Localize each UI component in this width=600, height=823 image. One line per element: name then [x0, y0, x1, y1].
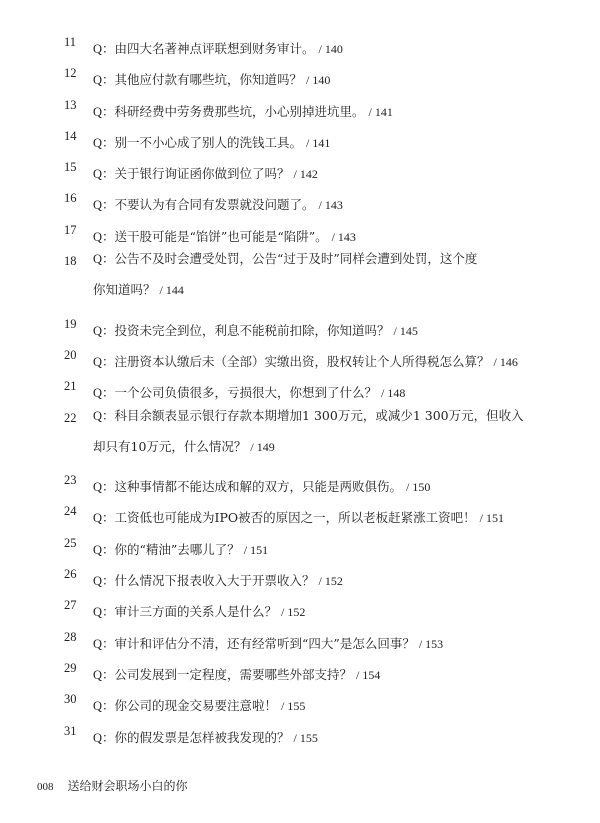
- question-marker: Q：: [93, 167, 115, 182]
- entry-text: 投资未完全到位，利息不能税前扣除，你知道吗？: [114, 322, 390, 338]
- question-marker: Q：: [93, 354, 115, 369]
- entry-text: 由四大名著神点评联想到财务审计。: [114, 41, 315, 56]
- entry-text: 不要认为有合同有发票就没问题了。: [114, 197, 315, 213]
- entry-text-continued: 却只有10万元，什么情况？: [93, 438, 247, 454]
- entry-page: / 155: [281, 699, 306, 714]
- entry-number: 29: [64, 660, 77, 675]
- toc-entry: [0, 592, 600, 623]
- question-marker: Q：: [93, 730, 115, 745]
- entry-number: 21: [64, 379, 77, 394]
- entry-page: / 152: [318, 574, 343, 589]
- toc-entry: [0, 92, 600, 123]
- entry-number: 31: [64, 723, 77, 738]
- entry-page: / 140: [318, 42, 343, 56]
- question-marker: Q：: [93, 605, 115, 620]
- toc-entry: [0, 655, 600, 686]
- entry-number: 23: [64, 473, 77, 488]
- entry-line: [93, 722, 318, 754]
- entry-text: 你的“精油”去哪儿了？: [114, 541, 240, 557]
- toc-entry: [0, 123, 600, 154]
- entry-page: / 143: [318, 198, 343, 213]
- entry-text: 关于银行询证函你做到位了吗？: [114, 166, 290, 182]
- entry-page: / 146: [493, 354, 518, 369]
- question-marker: Q：: [93, 104, 115, 119]
- entry-text: 科研经费中劳务费那些坑，小心别掉进坑里。: [114, 103, 365, 119]
- entry-line-continued: [93, 274, 184, 306]
- entry-text: 一个公司负债很多，亏损很大，你想到了什么？: [114, 385, 378, 401]
- entry-text: 审计三方面的关系人是什么？: [114, 604, 278, 620]
- entry-number: 22: [64, 410, 77, 425]
- toc-entry: [0, 405, 600, 468]
- entry-page: / 149: [250, 439, 275, 454]
- entry-text: 别一不小心成了别人的洗钱工具。: [114, 134, 303, 150]
- toc-entry: [0, 686, 600, 717]
- entry-number: 16: [64, 191, 77, 206]
- question-marker: Q：: [93, 667, 115, 682]
- toc-entry: [0, 718, 600, 749]
- question-marker: Q：: [93, 408, 115, 423]
- toc-entry: [0, 60, 600, 91]
- question-marker: Q：: [93, 229, 115, 244]
- entry-number: 15: [64, 160, 77, 175]
- entry-text: 科目余额表显示银行存款本期增加1 300万元，或减少1 300万元，但收入: [114, 407, 524, 423]
- entry-page: / 151: [479, 511, 504, 526]
- footer-page-number: 008: [37, 781, 54, 793]
- question-marker: Q：: [93, 480, 115, 495]
- entry-number: 25: [64, 535, 77, 550]
- question-marker: Q：: [93, 386, 115, 401]
- toc-entry: [0, 248, 600, 311]
- entry-number: 19: [64, 316, 77, 331]
- toc-entry: [0, 29, 600, 60]
- question-marker: Q：: [93, 252, 115, 267]
- question-marker: Q：: [93, 42, 115, 56]
- entry-page: / 150: [406, 480, 431, 495]
- entry-page: / 144: [159, 283, 184, 298]
- entry-page: / 143: [331, 229, 356, 244]
- entry-page: / 142: [293, 167, 318, 182]
- toc-entry: [0, 154, 600, 185]
- toc-entry: [0, 467, 600, 498]
- entry-text: 审计和评估分不清，还有经常听到“四大”是怎么回事？: [114, 635, 415, 651]
- entry-number: 24: [64, 504, 77, 519]
- toc-entry: [0, 624, 600, 655]
- entry-text: 送干股可能是“馅饼”也可能是“陷阱”。: [114, 228, 328, 244]
- entry-page: / 155: [293, 730, 318, 745]
- entry-page: / 152: [281, 605, 306, 620]
- table-of-contents: [0, 29, 600, 749]
- entry-number: 12: [64, 66, 77, 81]
- entry-text: 公司发展到一定程度，需要哪些外部支持？: [114, 666, 353, 682]
- entry-page: / 148: [381, 386, 406, 401]
- question-marker: Q：: [93, 135, 115, 150]
- question-marker: Q：: [93, 323, 115, 338]
- entry-number: 30: [64, 692, 77, 707]
- entry-text: 你的假发票是怎样被我发现的？: [114, 729, 290, 745]
- page-footer: [37, 777, 188, 794]
- entry-text: 其他应付款有哪些坑，你知道吗？: [114, 72, 303, 88]
- entry-number: 18: [64, 254, 77, 269]
- entry-text: 公告不及时会遭受处罚，公告“过于及时”同样会遭到处罚，这个度: [114, 251, 478, 267]
- entry-number: 27: [64, 598, 77, 613]
- toc-entry: [0, 342, 600, 373]
- entry-line-continued: [93, 431, 275, 463]
- toc-entry: [0, 185, 600, 216]
- question-marker: Q：: [93, 511, 115, 526]
- entry-page: / 145: [393, 323, 418, 338]
- question-marker: Q：: [93, 574, 115, 589]
- question-marker: Q：: [93, 73, 115, 88]
- entry-number: 26: [64, 567, 77, 582]
- entry-text: 什么情况下报表收入大于开票收入？: [114, 573, 315, 589]
- entry-text: 你公司的现金交易要注意啦！: [114, 698, 278, 714]
- entry-text: 注册资本认缴后未（全部）实缴出资，股权转让个人所得税怎么算？: [114, 353, 490, 369]
- entry-number: 11: [64, 35, 77, 49]
- entry-line: [93, 400, 524, 432]
- entry-number: 28: [64, 629, 77, 644]
- entry-text: 这种事情都不能达成和解的双方，只能是两败俱伤。: [114, 479, 403, 495]
- entry-page: / 151: [243, 542, 269, 557]
- entry-text-continued: 你知道吗？: [93, 282, 156, 298]
- entry-number: 20: [64, 347, 77, 362]
- footer-book-title: 送给财会职场小白的你: [67, 779, 188, 793]
- question-marker: Q：: [93, 198, 115, 213]
- entry-number: 13: [64, 97, 77, 112]
- toc-entry: [0, 561, 600, 592]
- entry-page: / 154: [356, 667, 381, 682]
- toc-entry: [0, 530, 600, 561]
- question-marker: Q：: [93, 636, 115, 651]
- toc-entry: [0, 311, 600, 342]
- entry-line: [93, 243, 477, 275]
- entry-page: / 140: [306, 73, 331, 88]
- entry-text: 工资低也可能成为IPO被否的原因之一，所以老板赶紧涨工资吧！: [114, 510, 476, 526]
- question-marker: Q：: [93, 542, 115, 557]
- entry-number: 14: [64, 128, 77, 143]
- question-marker: Q：: [93, 699, 115, 714]
- entry-number: 17: [64, 222, 77, 237]
- toc-entry: [0, 498, 600, 529]
- entry-page: / 153: [418, 636, 444, 651]
- entry-page: / 141: [306, 135, 331, 150]
- entry-page: / 141: [368, 104, 393, 119]
